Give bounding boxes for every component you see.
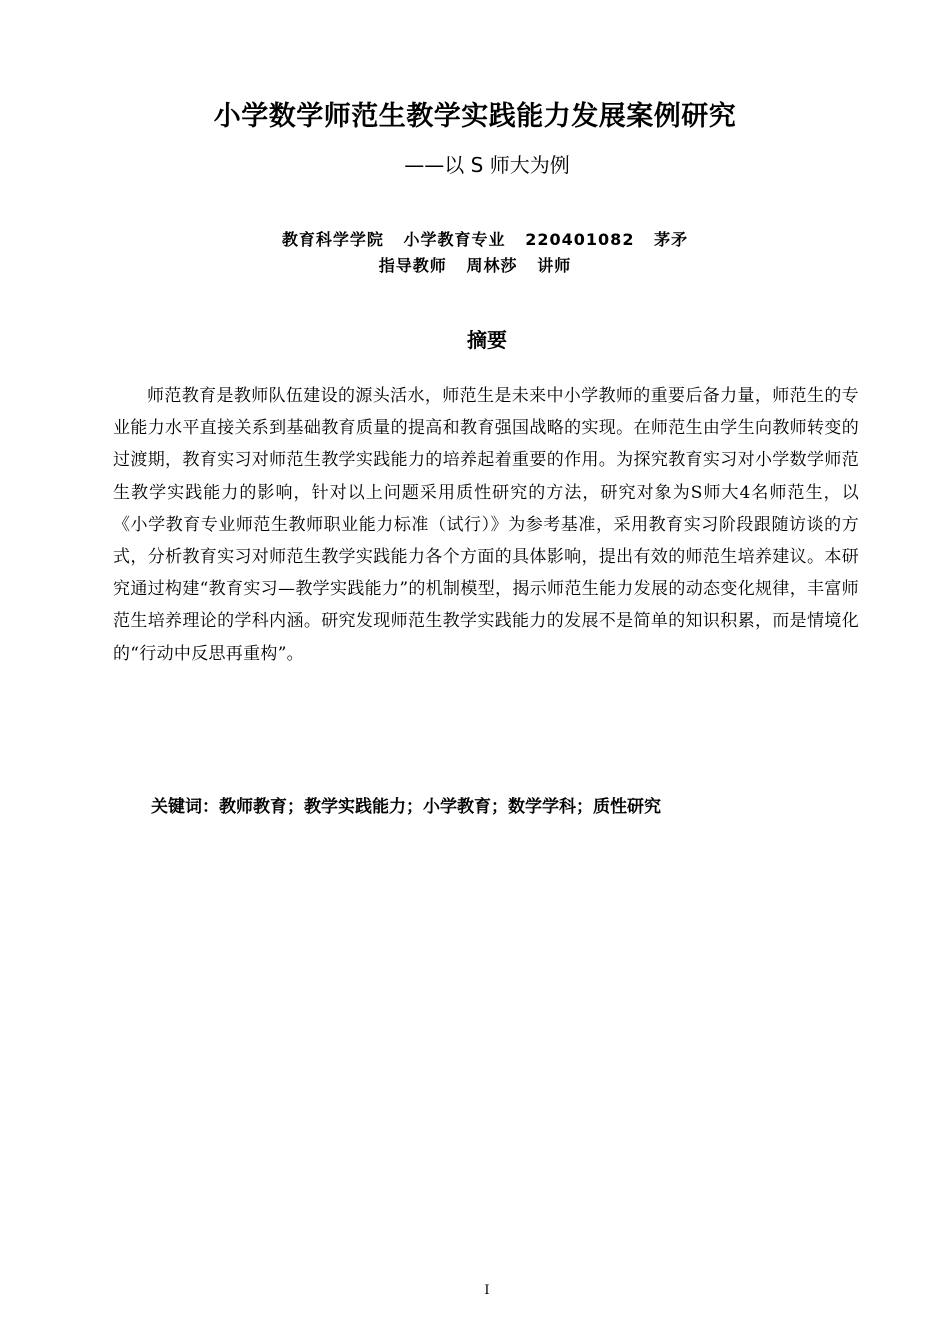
page-number: I xyxy=(484,1283,490,1298)
abstract-heading: 摘要 xyxy=(467,328,507,352)
advisor-info: 指导教师 周林莎 讲师 xyxy=(378,256,572,275)
document-subtitle: ——以 S 师大为例 xyxy=(404,153,570,177)
document-title: 小学数学师范生教学实践能力发展案例研究 xyxy=(213,101,737,132)
author-info: 教育科学学院 小学教育专业 220401082 茅矛 xyxy=(281,230,689,249)
abstract-body: 师范教育是教师队伍建设的源头活水，师范生是未来中小学教师的重要后备力量，师范生的专业能力水平直接关系到基础教育质量的提高和教育强国战略的实现。在师范生由学生向教师转变的过渡期，教育实习对师范生教学实践能力的培养起着重要的作用。为探究教育实习对小学数学师范生教学实践能力的影响，针对以上问题采用质性研究的方法，研究对象为S师大4名师范生，以《小学教育专业师范生教师职业能力标准（试行）》为参考基准，采用教育实习阶段跟随访谈的方式，分析教育实习对师范生教学实践能力各个方面的具体影响，提出有效的师范生培养建议。本研究通过构建“教育实习—教学实践能力”的机制模型，揭示师范生能力发展的动态变化规律，丰富师范生培养理论的学科内涵。研究发现师范生教学实践能力的发展不是简单的知识积累，而是情境化的“行动中反思再重构”。 xyxy=(113,386,859,664)
keywords-line: 关键词：教师教育；教学实践能力；小学教育；数学学科；质性研究 xyxy=(151,797,661,817)
